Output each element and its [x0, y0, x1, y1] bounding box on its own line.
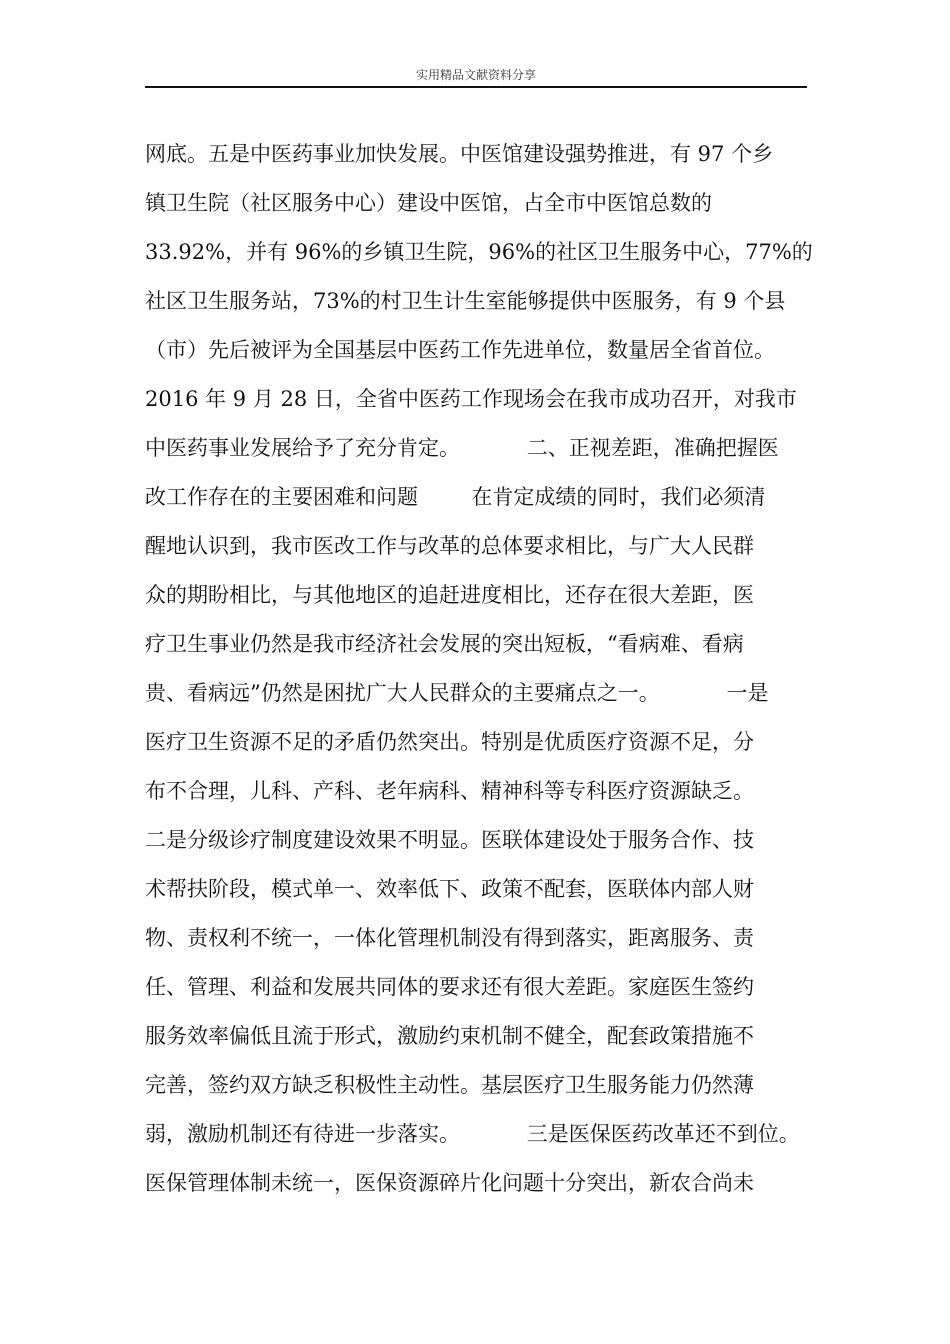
text-line: 服务效率偏低且流于形式，激励约束机制不健全，配套政策措施不: [145, 1024, 754, 1048]
text-line: 镇卫生院（社区服务中心）建设中医馆，占全市中医馆总数的: [145, 191, 712, 215]
text-line: 33.92%，并有 96%的乡镇卫生院，96%的社区卫生服务中心，77%的: [145, 240, 813, 264]
page-header: 实用精品文献资料分享: [415, 68, 536, 82]
text-line: 物、责权利不统一，一体化管理机制没有得到落实，距离服务、责: [145, 926, 754, 950]
text-line: 术帮扶阶段，模式单一、效率低下、政策不配套，医联体内部人财: [145, 877, 754, 901]
text-line: 任、管理、利益和发展共同体的要求还有很大差距。家庭医生签约: [145, 975, 754, 999]
text-line: 中医药事业发展给予了充分肯定。 二、正视差距，准确把握医: [145, 436, 779, 460]
text-line: 贵、看病远”仍然是困扰广大人民群众的主要痛点之一。 一是: [145, 681, 769, 705]
text-line: 社区卫生服务站，73%的村卫生计生室能够提供中医服务，有 9 个县: [145, 289, 786, 313]
text-line: 疗卫生事业仍然是我市经济社会发展的突出短板，“看病难、看病: [145, 632, 744, 656]
text-line: 网底。五是中医药事业加快发展。中医馆建设强势推进，有 97 个乡: [145, 142, 774, 166]
document-body: [145, 130, 825, 1208]
header-divider: [145, 86, 807, 88]
text-line: 众的期盼相比，与其他地区的追赶进度相比，还存在很大差距，医: [145, 583, 754, 607]
text-line: 弱，激励机制还有待进一步落实。 三是医保医药改革还不到位。: [145, 1122, 800, 1146]
text-line: 医疗卫生资源不足的矛盾仍然突出。特别是优质医疗资源不足，分: [145, 730, 754, 754]
text-line: 医保管理体制未统一，医保资源碎片化问题十分突出，新农合尚未: [145, 1171, 754, 1195]
text-line: （市）先后被评为全国基层中医药工作先进单位，数量居全省首位。: [145, 338, 775, 362]
text-line: 改工作存在的主要困难和问题 在肯定成绩的同时，我们必须清: [145, 485, 766, 509]
text-line: 布不合理，儿科、产科、老年病科、精神科等专科医疗资源缺乏。: [145, 779, 754, 803]
text-line: 醒地认识到，我市医改工作与改革的总体要求相比，与广大人民群: [145, 534, 754, 558]
text-line: 完善，签约双方缺乏积极性主动性。基层医疗卫生服务能力仍然薄: [145, 1073, 754, 1097]
text-line: 2016 年 9 月 28 日，全省中医药工作现场会在我市成功召开，对我市: [145, 387, 797, 411]
text-line: 二是分级诊疗制度建设效果不明显。医联体建设处于服务合作、技: [145, 828, 754, 852]
